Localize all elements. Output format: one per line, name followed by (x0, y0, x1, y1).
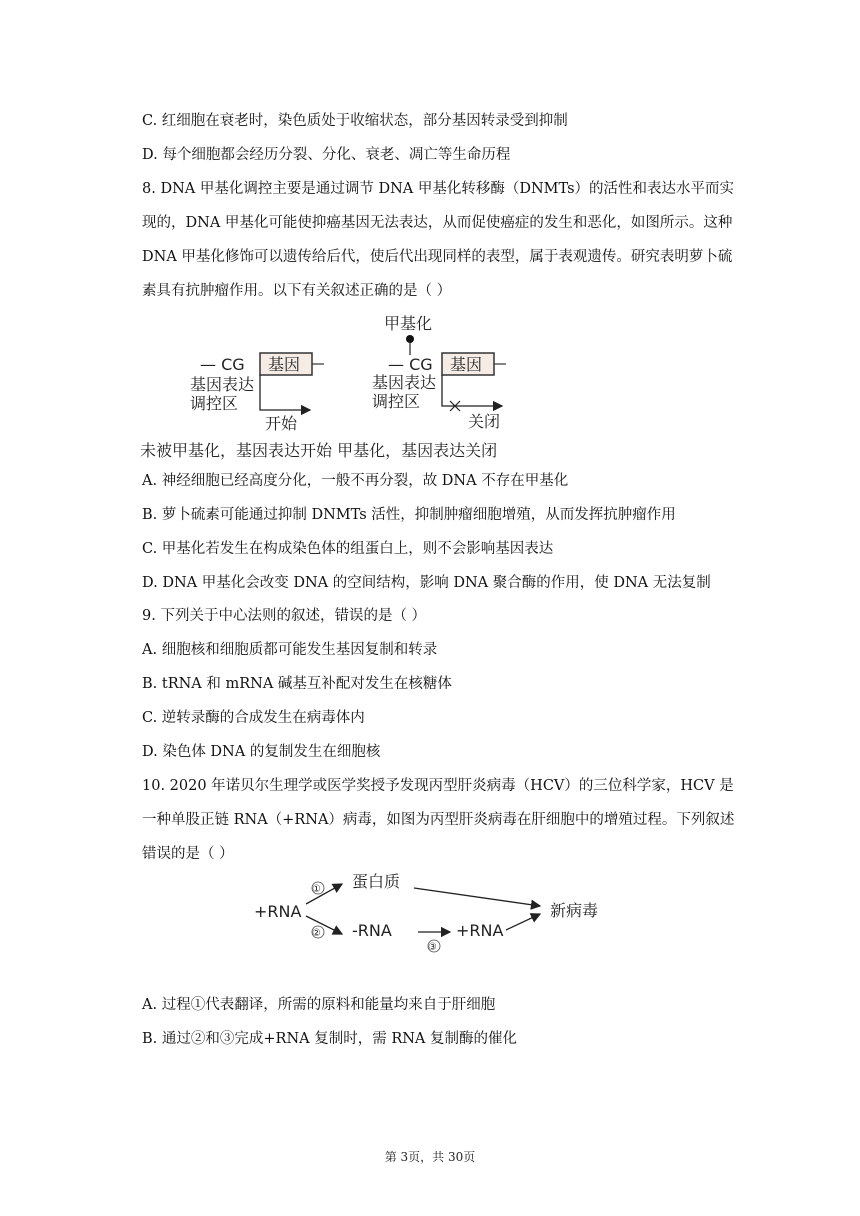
page-footer: 第 3页，共 30页 (384, 1150, 476, 1164)
q8-option-c: C. 甲基化若发生在构成染色体的组蛋白上，则不会影响基因表达 (142, 541, 554, 557)
gene-label-right: 基因 (450, 355, 483, 374)
q9-option-a: A. 细胞核和细胞质都可能发生基因复制和转录 (142, 642, 438, 658)
q8-line2: 现的，DNA 甲基化可能使抑癌基因无法表达，从而促使癌症的发生和恶化，如图所示。这种 (142, 215, 733, 231)
new-virus-label: 新病毒 (550, 901, 599, 920)
q8-option-b: B. 萝卜硫素可能通过抑制 DNMTs 活性，抑制肿瘤细胞增殖，从而发挥抗肿瘤作用 (142, 507, 676, 523)
methylation-diagram (140, 308, 580, 466)
rna-plus2-label: +RNA (456, 921, 504, 940)
diagram-caption: 未被甲基化，基因表达开始 甲基化，基因表达关闭 (140, 441, 498, 460)
q9-option-b: B. tRNA 和 mRNA 碱基互补配对发生在核糖体 (142, 676, 452, 692)
hcv-replication-diagram (250, 866, 620, 958)
cg-label-right: — CG (388, 355, 433, 374)
region-label-right-1: 基因表达 (372, 373, 437, 392)
q9-option-c: C. 逆转录酶的合成发生在病毒体内 (142, 710, 365, 726)
q8-line4: 素具有抗肿瘤作用。以下有关叙述正确的是（ ） (142, 283, 452, 299)
cg-label-left: — CG (200, 355, 245, 374)
region-label-left-1: 基因表达 (190, 375, 255, 394)
q8-line3: DNA 甲基化修饰可以遗传给后代，使后代出现同样的表型，属于表观遗传。研究表明萝卜硫 (142, 249, 733, 265)
rna-minus-label: -RNA (352, 921, 392, 940)
q8-option-d: D. DNA 甲基化会改变 DNA 的空间结构，影响 DNA 聚合酶的作用，使 DNA 无法复制 (142, 575, 711, 591)
methyl-label: 甲基化 (384, 314, 433, 333)
q10-line2: 一种单股正链 RNA（+RNA）病毒，如图为丙型肝炎病毒在肝细胞中的增殖过程。下列叙述 (142, 812, 735, 828)
rna-plus-label: +RNA (254, 902, 302, 921)
q9-option-d: D. 染色体 DNA 的复制发生在细胞核 (142, 744, 381, 760)
q8-line1: 8. DNA 甲基化调控主要是通过调节 DNA 甲基化转移酶（DNMTs）的活性和表达水平而实 (142, 181, 735, 197)
step2-label: ② (312, 928, 321, 939)
protein-label: 蛋白质 (352, 872, 401, 891)
gene-label-left: 基因 (268, 355, 301, 374)
q10-option-a: A. 过程①代表翻译，所需的原料和能量均来自于肝细胞 (142, 997, 496, 1013)
q10-option-b: B. 通过②和③完成+RNA 复制时，需 RNA 复制酶的催化 (142, 1031, 518, 1047)
line-d7: D. 每个细胞都会经历分裂、分化、衰老、凋亡等生命历程 (142, 147, 511, 163)
step1-label: ① (312, 884, 321, 895)
region-label-left-2: 调控区 (190, 394, 239, 413)
line-c7: C. 红细胞在衰老时，染色质处于收缩状态，部分基因转录受到抑制 (142, 113, 568, 129)
step3-label: ③ (428, 942, 437, 953)
start-label: 开始 (265, 414, 298, 433)
methyl-dot (406, 335, 414, 343)
region-label-right-2: 调控区 (372, 392, 421, 411)
q9-stem: 9. 下列关于中心法则的叙述，错误的是（ ） (142, 608, 427, 624)
close-label: 关闭 (468, 412, 501, 431)
q10-line3: 错误的是（ ） (142, 846, 234, 862)
q10-line1: 10. 2020 年诺贝尔生理学或医学奖授予发现丙型肝炎病毒（HCV）的三位科学家，HCV 是 (142, 778, 734, 794)
q8-option-a: A. 神经细胞已经高度分化，一般不再分裂，故 DNA 不存在甲基化 (142, 473, 569, 489)
